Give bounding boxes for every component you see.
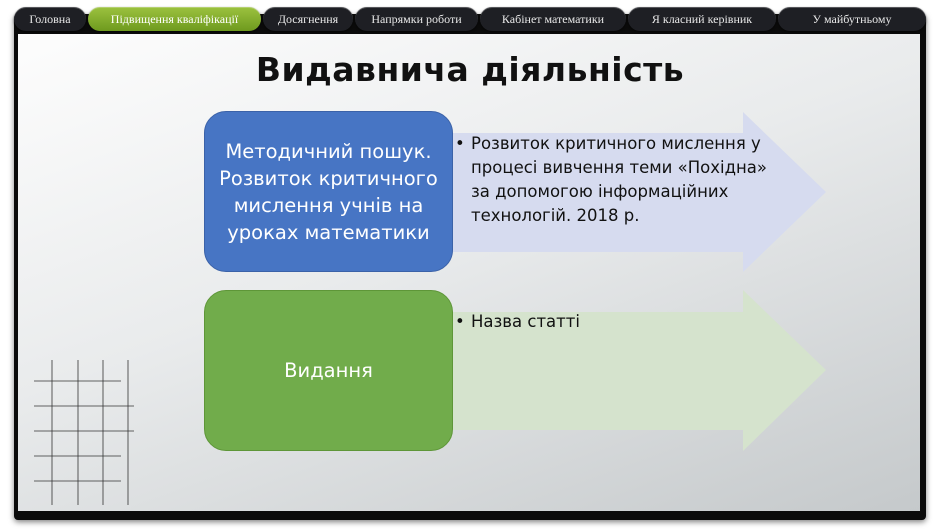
methodical-search-text: Методичний пошук. Розвиток критичного мислення учнів на уроках математики xyxy=(219,139,438,244)
methodical-search-box xyxy=(204,111,453,272)
tab-future[interactable]: У майбутньому xyxy=(778,7,926,31)
tab-home[interactable]: Головна xyxy=(14,7,86,31)
tab-achievements[interactable]: Досягнення xyxy=(263,7,353,31)
bullet-item xyxy=(455,132,771,228)
tab-class-teacher[interactable]: Я класний керівник xyxy=(628,7,776,31)
bullet-dot-icon: • xyxy=(455,134,465,153)
bullet-text: Розвиток критичного мислення у процесі вивчення теми «Похідна» за допомогою інформаційних технологій. 2018 р. xyxy=(471,134,767,225)
tab-professional-development[interactable]: Підвищення кваліфікації xyxy=(88,7,261,31)
publications-text: Видання xyxy=(284,359,373,382)
bullet-dot-icon: • xyxy=(455,312,465,331)
tab-math-classroom[interactable]: Кабінет математики xyxy=(480,7,626,31)
publications-box xyxy=(204,290,453,451)
bullet-item xyxy=(455,310,771,334)
bullet-text: Назва статті xyxy=(471,312,580,331)
tab-work-directions[interactable]: Напрямки роботи xyxy=(355,7,478,31)
slide-title: Видавнича діяльність xyxy=(255,50,685,89)
